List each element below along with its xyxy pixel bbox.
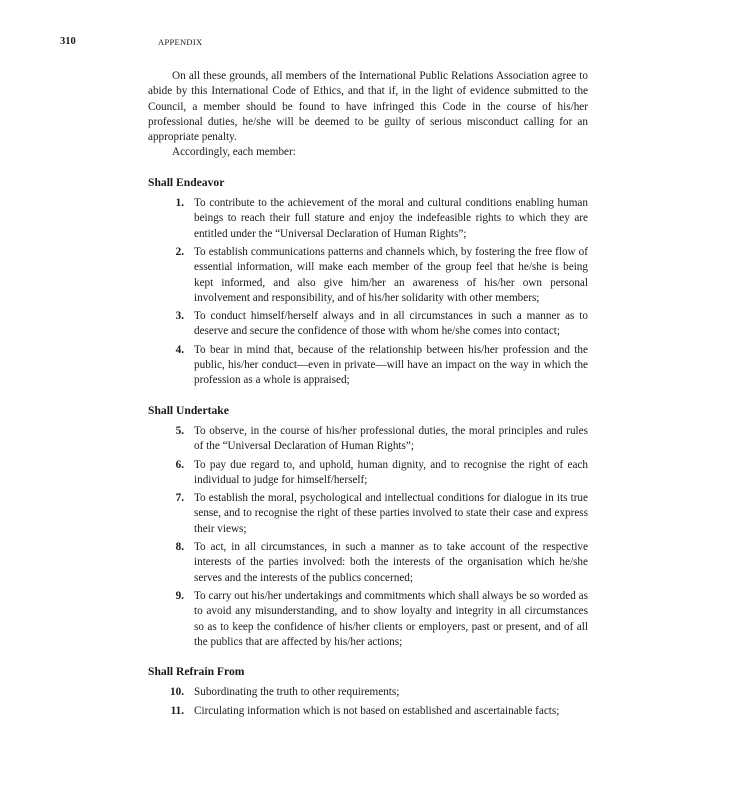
endeavor-list	[148, 196, 588, 389]
item-number: 11.	[170, 704, 184, 717]
undertake-list	[148, 424, 588, 650]
list-item	[148, 309, 588, 340]
item-number: 4.	[175, 343, 184, 356]
list-item	[148, 245, 588, 306]
list-item	[148, 685, 588, 700]
item-number: 1.	[175, 197, 184, 210]
item-number: 2.	[175, 245, 184, 258]
page-number: 310	[60, 36, 76, 47]
item-text: To conduct himself/herself always and in all circumstances in such a manner as to deserve and secure the confidence of those with whom he/she comes into contact;	[194, 310, 588, 338]
item-text: To carry out his/her undertakings and commitments which shall always be so worded as to avoid any misunderstanding, and to show loyalty and integrity in all circumstances so as to keep the confidence of his/her clients or employers, past or present, and of all the publics that are affected by his/her actions;	[194, 589, 588, 648]
item-number: 9.	[175, 589, 184, 602]
item-number: 3.	[175, 310, 184, 323]
list-item	[148, 424, 588, 455]
item-number: 8.	[175, 541, 184, 554]
item-text: To act, in all circumstances, in such a manner as to take account of the respective interests of the parties involved: both the interests of the organisation which he/she serves and the interests of the publics concerned;	[194, 541, 588, 584]
item-text: To establish the moral, psychological and intellectual conditions for dialogue in its true sense, and to recognise the right of these parties involved to state their case and express their views;	[194, 492, 588, 535]
list-item	[148, 589, 588, 650]
intro-paragraph: On all these grounds, all members of the International Public Relations Association agree to abide by this International Code of Ethics, and that if, in the light of evidence submitted to the Council, a member should be found to have infringed this Code in the course of his/her professional duties, he/she will be deemed to be guilty of serious misconduct calling for an appropriate penalty.	[148, 70, 588, 144]
accordingly-line: Accordingly, each member:	[172, 146, 296, 159]
list-item	[148, 458, 588, 489]
list-item	[148, 196, 588, 242]
list-item	[148, 491, 588, 537]
list-item	[148, 343, 588, 389]
item-text: Subordinating the truth to other requirements;	[194, 686, 400, 699]
item-text: To pay due regard to, and uphold, human dignity, and to recognise the right of each individual to judge for himself/herself;	[194, 458, 588, 486]
section-heading-endeavor: Shall Endeavor	[148, 175, 225, 189]
list-item	[148, 704, 588, 719]
item-number: 5.	[175, 424, 184, 437]
item-number: 7.	[175, 492, 184, 505]
page-body	[148, 69, 588, 722]
item-text: To observe, in the course of his/her professional duties, the moral principles and rules of the “Universal Declaration of Human Rights”;	[194, 424, 588, 453]
section-heading-refrain: Shall Refrain From	[148, 665, 245, 679]
item-text: To bear in mind that, because of the relationship between his/her profession and the public, his/her conduct—even in private—will have an impact on the way in which the profession as a whole is appraised;	[194, 343, 588, 387]
running-head: APPENDIX	[158, 37, 203, 47]
section-heading-undertake: Shall Undertake	[148, 403, 229, 417]
list-item	[148, 540, 588, 586]
page-header	[60, 36, 675, 50]
item-text: Circulating information which is not based on established and ascertainable facts;	[194, 704, 560, 717]
item-number: 6.	[175, 458, 184, 471]
item-text: To contribute to the achievement of the moral and cultural conditions enabling human beings to reach their full stature and enjoy the indefeasible rights to which they are entitled under the “Universal Declaration of Human Rights”;	[194, 197, 588, 240]
refrain-list	[148, 685, 588, 719]
item-text: To establish communications patterns and channels which, by fostering the free flow of essential information, will make each member of the group feel that he/she is being kept informed, and also give him/her an awareness of his/her own personal involvement and responsibility, and of his/her solidarity with other members;	[194, 245, 588, 304]
item-number: 10.	[170, 686, 184, 699]
